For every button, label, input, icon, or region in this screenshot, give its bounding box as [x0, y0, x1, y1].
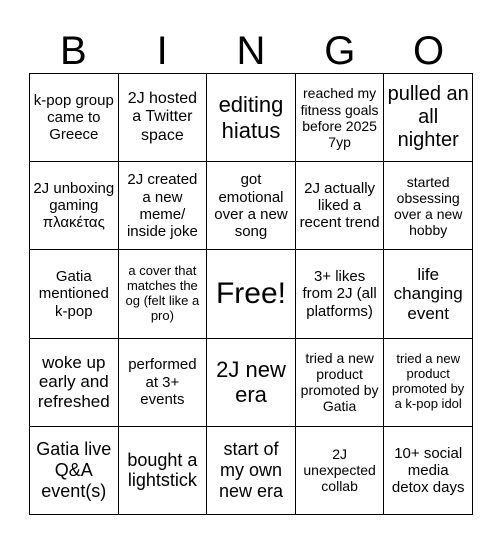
- bingo-cell-r5-c5[interactable]: 10+ social media detox days: [384, 427, 473, 515]
- header-letter-i: I: [156, 28, 168, 73]
- bingo-cell-r4-c1[interactable]: woke up early and refreshed: [30, 339, 119, 427]
- bingo-cell-r4-c5[interactable]: tried a new product promoted by a k-pop idol: [384, 339, 473, 427]
- bingo-cell-r1-c2[interactable]: 2J hosted a Twitter space: [119, 74, 208, 162]
- bingo-cell-r3-c2[interactable]: a cover that matches the og (felt like a pro): [119, 250, 208, 338]
- header-letter-n: N: [236, 28, 266, 73]
- header-letter-o: O: [413, 28, 445, 73]
- bingo-cell-r2-c1[interactable]: 2J unboxing gaming πλακέτας: [30, 162, 119, 250]
- bingo-header: [29, 28, 473, 73]
- bingo-cell-r3-c1[interactable]: Gatia mentioned k-pop: [30, 250, 119, 338]
- bingo-cell-r1-c4[interactable]: reached my fitness goals before 2025 7yp: [296, 74, 385, 162]
- bingo-cell-r1-c5[interactable]: pulled an all nighter: [384, 74, 473, 162]
- bingo-cell-r2-c5[interactable]: started obsessing over a new hobby: [384, 162, 473, 250]
- bingo-cell-r1-c1[interactable]: k-pop group came to Greece: [30, 74, 119, 162]
- bingo-cell-r4-c4[interactable]: tried a new product promoted by Gatia: [296, 339, 385, 427]
- bingo-cell-r2-c2[interactable]: 2J created a new meme/ inside joke: [119, 162, 208, 250]
- bingo-cell-r2-c4[interactable]: 2J actually liked a recent trend: [296, 162, 385, 250]
- bingo-cell-r4-c3[interactable]: 2J new era: [207, 339, 296, 427]
- bingo-cell-r5-c4[interactable]: 2J unexpected collab: [296, 427, 385, 515]
- bingo-cell-r3-c5[interactable]: life changing event: [384, 250, 473, 338]
- bingo-cell-free[interactable]: Free!: [207, 250, 296, 338]
- bingo-cell-r3-c4[interactable]: 3+ likes from 2J (all platforms): [296, 250, 385, 338]
- bingo-cell-r5-c1[interactable]: Gatia live Q&A event(s): [30, 427, 119, 515]
- bingo-cell-r5-c3[interactable]: start of my own new era: [207, 427, 296, 515]
- bingo-cell-r4-c2[interactable]: performed at 3+ events: [119, 339, 208, 427]
- bingo-board: [29, 73, 473, 515]
- bingo-cell-r1-c3[interactable]: editing hiatus: [207, 74, 296, 162]
- bingo-cell-r2-c3[interactable]: got emotional over a new song: [207, 162, 296, 250]
- header-letter-g: G: [324, 28, 356, 73]
- header-letter-b: B: [60, 28, 87, 73]
- bingo-cell-r5-c2[interactable]: bought a lightstick: [119, 427, 208, 515]
